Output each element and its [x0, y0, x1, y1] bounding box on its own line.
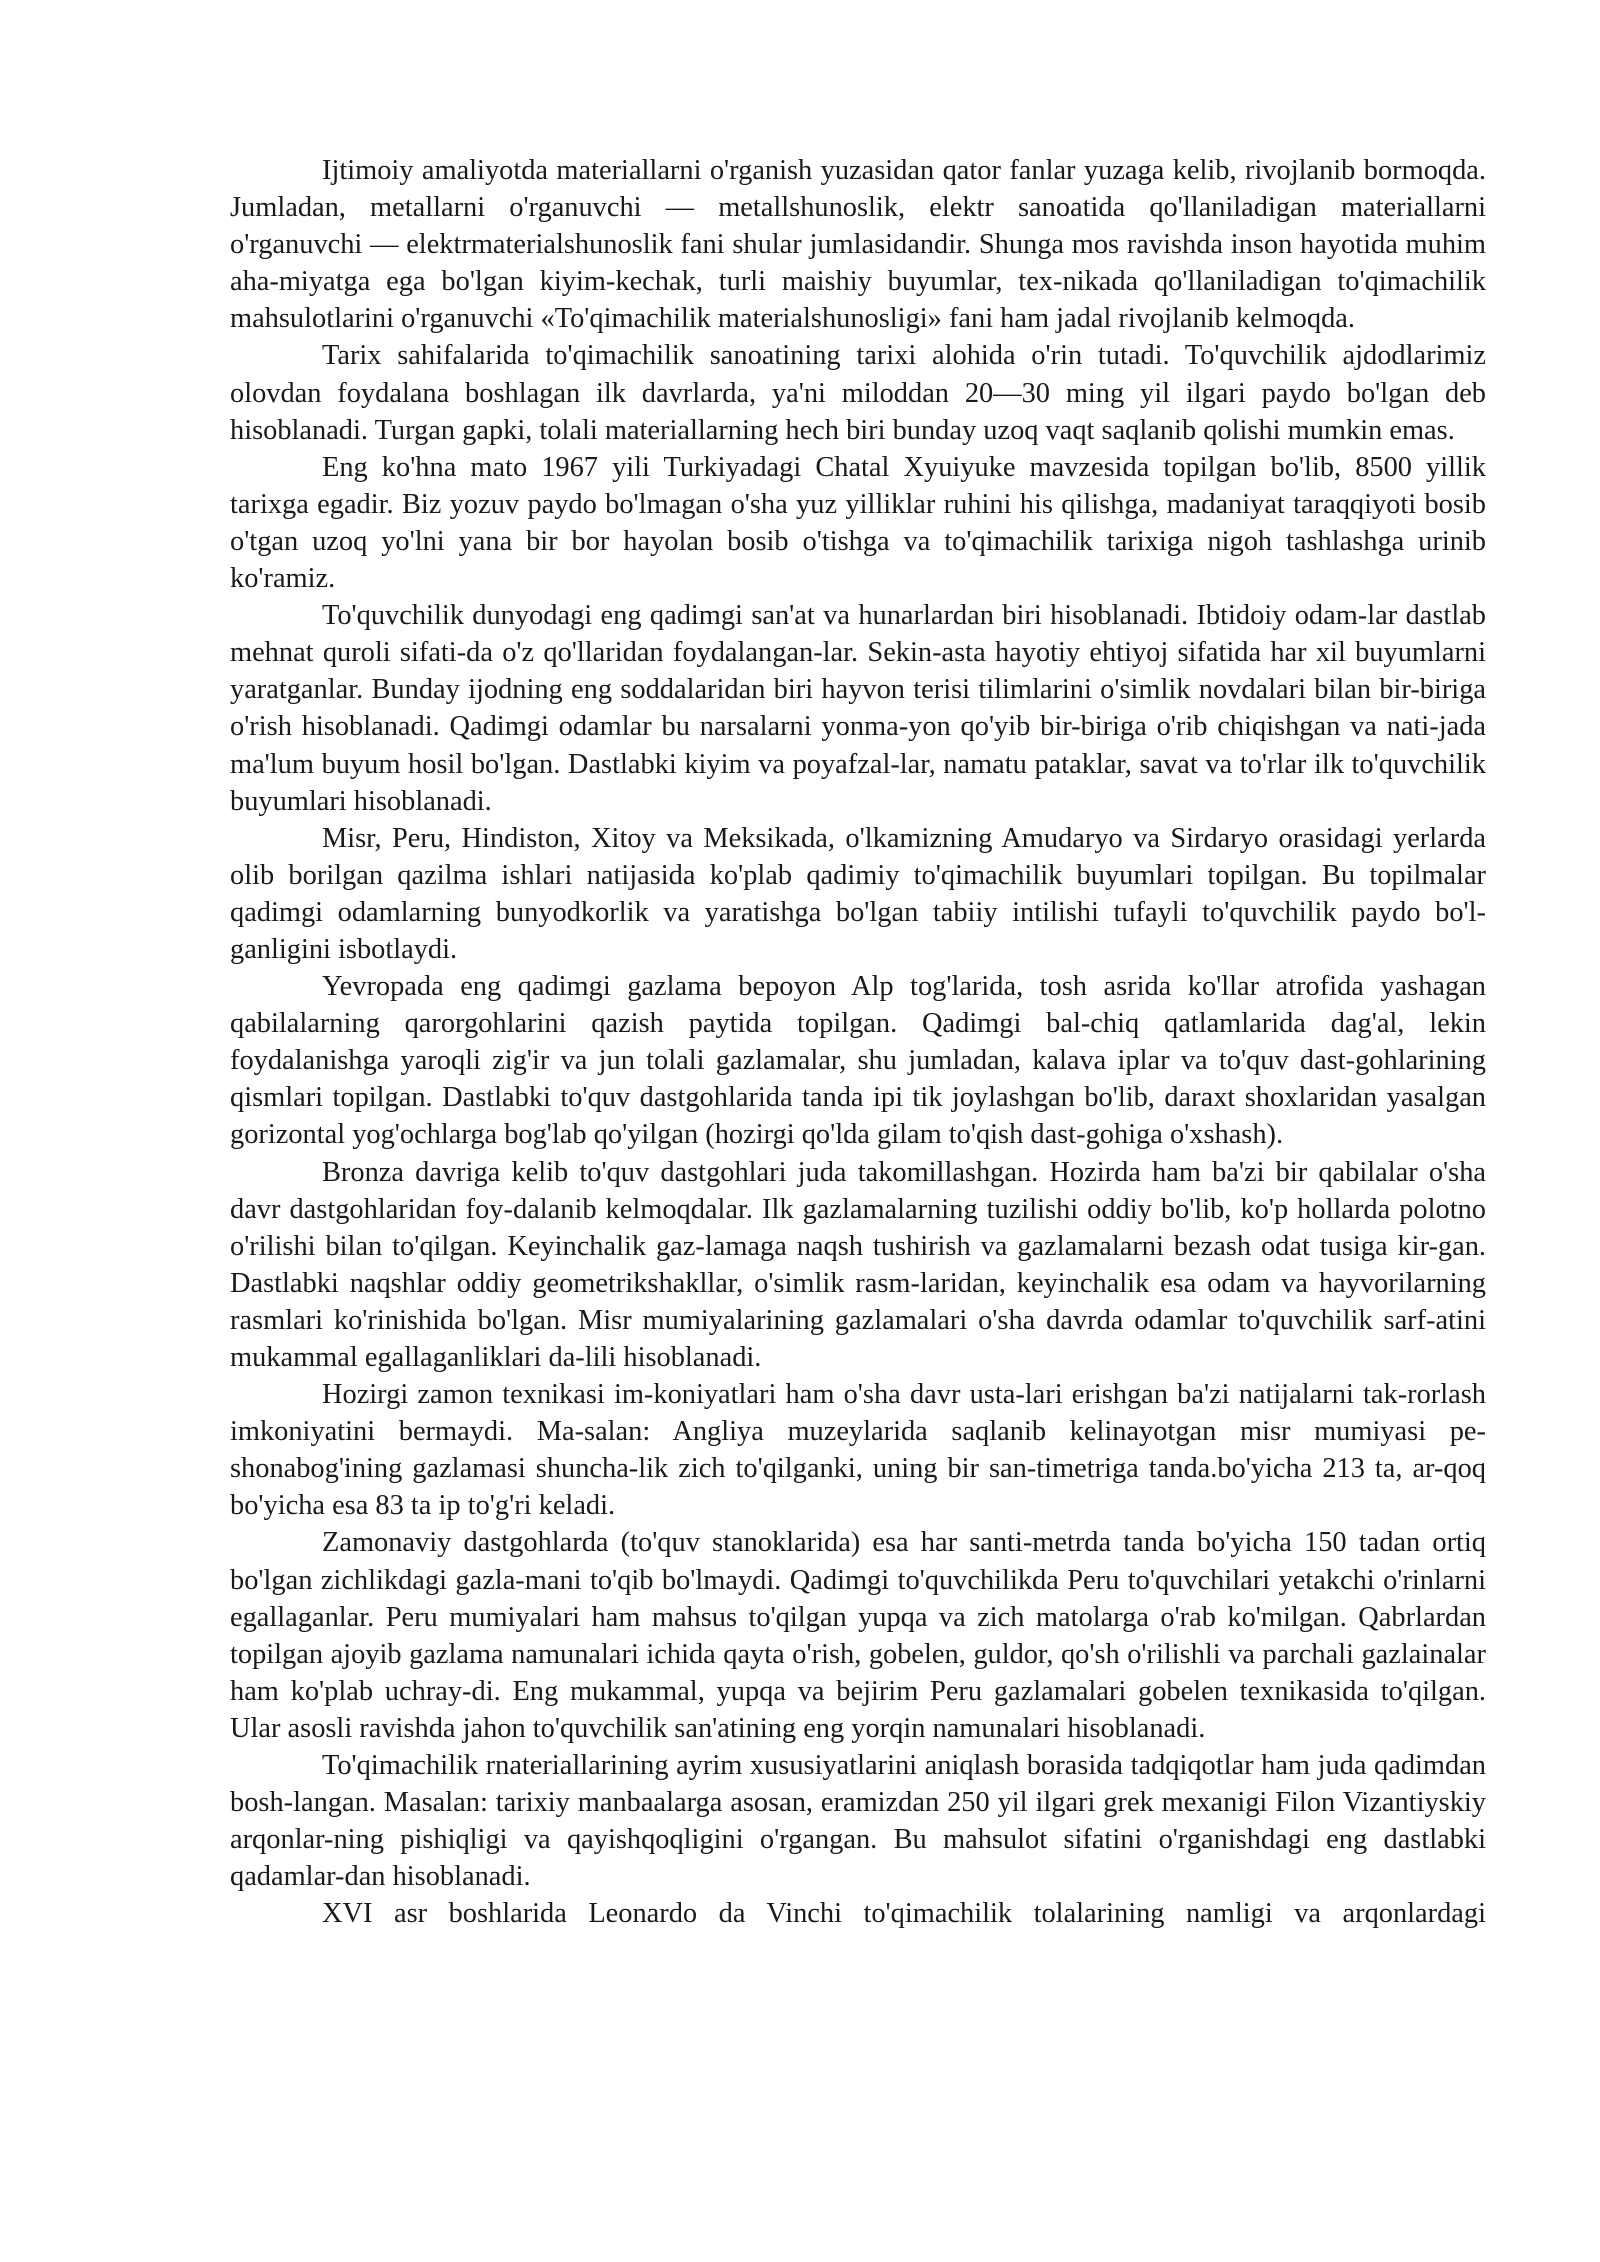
paragraph-textile-science-intro: Ijtimoiy amaliyotda materiallarni o'rganish yuzasidan qator fanlar yuzaga kelib, rivojlanib bormoqda. Jumladan, metallarni o'rganuvchi — metallshunoslik, elektr sanoatida qo'llaniladigan materiallarni o'rganuvchi — elektrmaterialshunoslik fani shular jumlasidandir. Shunga mos ravishda inson hayotida muhim aha-miyatga ega bo'lgan kiyim-kechak, turli maishiy buyumlar, tex-nikada qo'llaniladigan to'qimachilik mahsulotlarini o'rganuvchi «To'qimachilik materialshunosligi» fani ham jadal rivojlanib kelmoqda.	[230, 155, 1486, 335]
paragraph-history-weaving: Tarix sahifalarida to'qimachilik sanoatining tarixi alohida o'rin tutadi. To'quvchilik ajdodlarimiz olovdan foydalana boshlagan ilk davrlarda, ya'ni miloddan 20—30 ming yil ilgari paydo bo'lgan deb hisoblanadi. Turgan gapki, tolali materiallarning hech biri bunday uzoq vaqt saqlanib qolishi mumkin emas.	[230, 340, 1486, 446]
paragraph-modern-technology: Hozirgi zamon texnikasi im-koniyatlari ham o'sha davr usta-lari erishgan ba'zi natijalarni tak-rorlash imkoniyatini bermaydi. Ma-salan: Angliya muzeylarida saqlanib kelinayotgan misr mumiyasi pe-shonabog'ining gazlamasi shuncha-lik zich to'qilganki, uning bir san-timetriga tanda.bo'yicha 213 ta, ar-qoq bo'yicha esa 83 ta ip to'g'ri keladi.	[230, 1379, 1486, 1522]
document-page	[230, 152, 1486, 1933]
paragraph-ancient-craft: To'quvchilik dunyodagi eng qadimgi san'at va hunarlardan biri hisoblanadi. Ibtidoiy odam-lar dastlab mehnat quroli sifati-da o'z qo'llaridan foydalangan-lar. Sekin-asta hayotiy ehtiyoj sifatida har xil buyumlarni yaratganlar. Bunday ijodning eng soddalaridan biri hayvon terisi tilimlarini o'simlik novdalari bilan bir-biriga o'rish hisoblanadi. Qadimgi odamlar bu narsalarni yonma-yon qo'yib bir-biriga o'rib chiqishgan va nati-jada ma'lum buyum hosil bo'lgan. Dastlabki kiyim va poyafzal-lar, namatu pataklar, savat va to'rlar ilk to'quvchilik buyumlari hisoblanadi.	[230, 600, 1486, 817]
paragraph-bronze-age: Bronza davriga kelib to'quv dastgohlari juda takomillashgan. Hozirda ham ba'zi bir qabilalar o'sha davr dastgohlaridan foy-dalanib kelmoqdalar. Ilk gazlamalarning tuzilishi oddiy bo'lib, ko'p hollarda polotno o'rilishi bilan to'qilgan. Keyinchalik gaz-lamaga naqsh tushirish va gazlamalarni bezash odat tusiga kir-gan. Dastlabki naqshlar oddiy geometrikshakllar, o'simlik rasm-laridan, keyinchalik esa odam va hayvorilarning rasmlari ko'rinishida bo'lgan. Misr mumiyalarining gazlamalari o'sha davrda odamlar to'quvchilik sarf-atini mukammal egallaganliklari da-lili hisoblanadi.	[230, 1156, 1486, 1373]
paragraph-europe-fabric: Yevropada eng qadimgi gazlama bepoyon Alp tog'larida, tosh asrida ko'llar atrofida yashagan qabilalarning qarorgohlarini qazish paytida topilgan. Qadimgi bal-chiq qatlamlarida dag'al, lekin foydalanishga yaroqli zig'ir va jun tolali gazlamalar, shu jumladan, kalava iplar va to'quv dast-gohlarining qismlari topilgan. Dastlabki to'quv dastgohlarida tanda ipi tik joylashgan bo'lib, daraxt shoxlaridan yasalgan gorizontal yog'ochlarga bog'lab qo'yilgan (hozirgi qo'lda gilam to'qish dast-gohiga o'xshash).	[230, 971, 1486, 1151]
paragraph-modern-looms-peru: Zamonaviy dastgohlarda (to'quv stanoklarida) esa har santi-metrda tanda bo'yicha 150 tadan ortiq bo'lgan zichlikdagi gazla-mani to'qib bo'lmaydi. Qadimgi to'quvchilikda Peru to'quvchilari yetakchi o'rinlarni egallaganlar. Peru mumiyalari ham mahsus to'qilgan yupqa va zich matolarga o'rab ko'milgan. Qabrlardan topilgan ajoyib gazlama namunalari ichida qayta o'rish, gobelen, guldor, qo'sh o'rilishli va parchali gazlainalar ham ko'plab uchray-di. Eng mukammal, yupqa va bejirim Peru gazlamalari gobelen texnikasida to'qilgan. Ular asosli ravishda jahon to'quvchilik san'atining eng yorqin namunalari hisoblanadi.	[230, 1527, 1486, 1744]
paragraph-excavations: Misr, Peru, Hindiston, Xitoy va Meksikada, o'lkamizning Amudaryo va Sirdaryo orasidagi yerlarda olib borilgan qazilma ishlari natijasida ko'plab qadimiy to'qimachilik buyumlari topilgan. Bu topilmalar qadimgi odamlarning bunyodkorlik va yaratishga bo'lgan tabiiy intilishi tufayli to'quvchilik paydo bo'l-ganligini isbotlaydi.	[230, 822, 1486, 965]
paragraph-leonardo: XVI asr boshlarida Leonardo da Vinchi to'qimachilik tolalarining namligi va arqonlardagi	[322, 1898, 1486, 1930]
paragraph-material-research: To'qimachilik rnateriallarining ayrim xususiyatlarini aniqlash borasida tadqiqotlar ham juda qadimdan bosh-langan. Masalan: tarixiy manbaalarga asosan, eramizdan 250 yil ilgari grek mexanigi Filon Vizantiyskiy arqonlar-ning pishiqligi va qayishqoqligini o'rgangan. Bu mahsulot sifatini o'rganishdagi eng dastlabki qadamlar-dan hisoblanadi.	[230, 1750, 1486, 1893]
paragraph-oldest-fabric: Eng ko'hna mato 1967 yili Turkiyadagi Chatal Xyuiyuke mavzesida topilgan bo'lib, 8500 yillik tarixga egadir. Biz yozuv paydo bo'lmagan o'sha yuz yilliklar ruhini his qilishga, madaniyat taraqqiyoti bosib o'tgan uzoq yo'lni yana bir bor hayolan bosib o'tishga va to'qimachilik tarixiga nigoh tashlashga urinib ko'ramiz.	[230, 451, 1486, 595]
